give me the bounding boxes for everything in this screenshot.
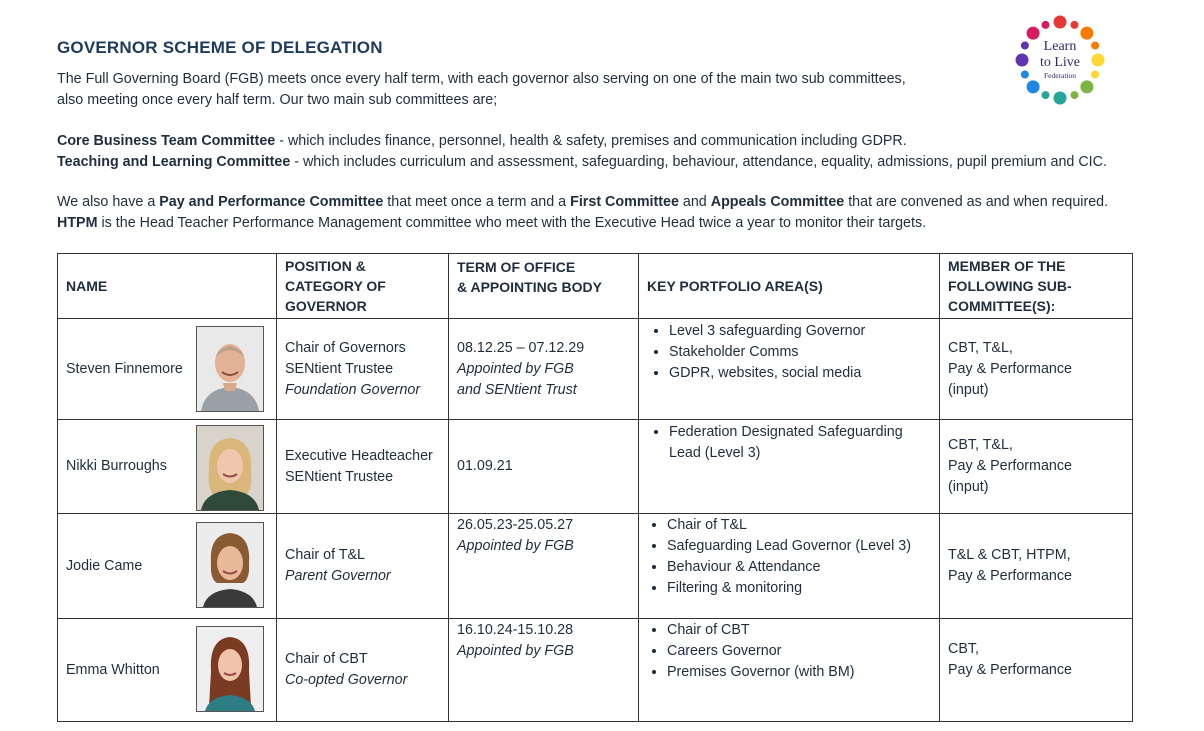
header-members bbox=[940, 254, 1133, 319]
intro-line: also meeting once every half term. Our two main sub committees are; bbox=[57, 92, 498, 108]
member-line: (input) bbox=[948, 381, 989, 398]
htpm-desc: is the Head Teacher Performance Management committee who meet with the Executive Head twice a year to monitor their targets. bbox=[97, 215, 927, 231]
position-line: SENtient Trustee bbox=[285, 360, 394, 377]
table-row bbox=[58, 619, 1133, 722]
header-line: GOVERNOR bbox=[285, 298, 367, 314]
intro-committees bbox=[57, 131, 1167, 173]
table-row bbox=[58, 319, 1133, 420]
list-item: • Premises Governor (with BM) bbox=[667, 662, 931, 683]
intro-paragraph-1 bbox=[57, 69, 1167, 111]
logo-bead bbox=[1092, 54, 1105, 67]
term-dates: 01.09.21 bbox=[457, 458, 513, 474]
portfolio-cell bbox=[639, 319, 940, 420]
position-cell bbox=[277, 514, 449, 619]
learn-to-live-logo bbox=[1012, 14, 1108, 106]
term-cell bbox=[449, 514, 639, 619]
member-line: CBT, bbox=[948, 641, 979, 657]
person-photo-icon bbox=[197, 523, 263, 607]
logo-bead bbox=[1042, 91, 1050, 99]
person-photo-icon bbox=[197, 426, 263, 510]
governor-name-cell bbox=[58, 420, 277, 514]
member-line: (input) bbox=[948, 479, 989, 495]
governor-name: Emma Whitton bbox=[66, 661, 160, 678]
htpm-line bbox=[57, 213, 1167, 234]
logo-bead bbox=[1054, 16, 1067, 29]
header-line: COMMITTEE(S): bbox=[948, 298, 1056, 314]
logo-bead bbox=[1091, 71, 1099, 79]
governor-category: Foundation Governor bbox=[285, 381, 421, 398]
term-dates: 26.05.23-25.05.27 bbox=[457, 517, 574, 533]
term-dates: 16.10.24-15.10.28 bbox=[457, 622, 574, 638]
header-line: MEMBER OF THE bbox=[948, 258, 1066, 274]
logo-bead bbox=[1071, 91, 1079, 99]
members-cell bbox=[940, 319, 1133, 420]
list-item: • Filtering & monitoring bbox=[667, 578, 931, 599]
members-cell bbox=[940, 619, 1133, 722]
portfolio-cell bbox=[639, 420, 940, 514]
position-line: Executive Headteacher bbox=[285, 447, 433, 464]
cbt-committee-desc: - which includes finance, personnel, health & safety, premises and communication including GDPR. bbox=[275, 133, 907, 149]
text-span: that meet once a term and a bbox=[383, 194, 571, 210]
position-cell bbox=[277, 319, 449, 420]
logo-bead bbox=[1021, 71, 1029, 79]
logo-bead bbox=[1080, 80, 1093, 93]
cbt-description bbox=[57, 131, 1167, 152]
table-row bbox=[58, 514, 1133, 619]
position-line: SENtient Trustee bbox=[285, 468, 394, 485]
logo-bead bbox=[1016, 54, 1029, 67]
member-line: Pay & Performance bbox=[948, 458, 1072, 474]
tl-description bbox=[57, 152, 1167, 173]
member-line: Pay & Performance bbox=[948, 360, 1072, 377]
pay-committee-name: Pay and Performance Committee bbox=[159, 194, 384, 210]
term-dates: 08.12.25 – 07.12.29 bbox=[457, 339, 585, 356]
appointing-body: Appointed by FGB bbox=[457, 360, 574, 377]
logo-text-line1: Learn bbox=[1043, 39, 1077, 54]
term-cell bbox=[449, 420, 639, 514]
governor-table bbox=[57, 253, 1133, 722]
governor-name: Jodie Came bbox=[66, 557, 143, 574]
htpm-name: HTPM bbox=[57, 215, 98, 231]
logo-bead bbox=[1054, 92, 1067, 105]
list-item: • Behaviour & Attendance bbox=[667, 557, 931, 578]
list-item: • GDPR, websites, social media bbox=[669, 363, 931, 384]
header-position bbox=[277, 254, 449, 319]
list-item: • Safeguarding Lead Governor (Level 3) bbox=[667, 536, 931, 557]
members-cell bbox=[940, 514, 1133, 619]
member-line: T&L & CBT, HTPM, bbox=[948, 547, 1071, 563]
position-line: Chair of Governors bbox=[285, 339, 406, 356]
logo-bead bbox=[1027, 27, 1040, 40]
appeals-committee-name: Appeals Committee bbox=[710, 194, 845, 210]
appointing-body: Appointed by FGB bbox=[457, 643, 574, 659]
person-photo-icon bbox=[197, 627, 263, 711]
portfolio-cell bbox=[639, 514, 940, 619]
list-item: • Careers Governor bbox=[667, 641, 931, 662]
governor-category: Co-opted Governor bbox=[285, 672, 408, 688]
list-item: • Chair of CBT bbox=[667, 620, 931, 641]
tl-committee-name: Teaching and Learning Committee bbox=[57, 154, 291, 170]
header-line: & APPOINTING BODY bbox=[457, 279, 602, 295]
logo-bead bbox=[1071, 21, 1079, 29]
list-item: • Federation Designated Safeguarding Lead (Level 3) bbox=[669, 422, 931, 464]
table-header-row bbox=[58, 254, 1133, 319]
text-span: We also have a bbox=[57, 194, 160, 210]
list-item: • Stakeholder Comms bbox=[669, 342, 931, 363]
header-line: FOLLOWING SUB- bbox=[948, 278, 1072, 294]
header-portfolio: KEY PORTFOLIO AREA(S) bbox=[639, 254, 940, 319]
header-line: TERM OF OFFICE bbox=[457, 259, 576, 275]
logo-text-line2: to Live bbox=[1039, 55, 1081, 70]
term-cell bbox=[449, 619, 639, 722]
first-committee-name: First Committee bbox=[570, 194, 679, 210]
logo-text-line3: Federation bbox=[1043, 71, 1077, 80]
position-line: Chair of T&L bbox=[285, 547, 365, 563]
intro-line: The Full Governing Board (FGB) meets once every half term, with each governor also serving on one of the main two sub committees, bbox=[57, 71, 906, 87]
logo-bead bbox=[1027, 80, 1040, 93]
other-committees-line bbox=[57, 192, 1167, 213]
member-line: CBT, T&L, bbox=[948, 339, 1013, 356]
appointing-body: Appointed by FGB bbox=[457, 538, 574, 554]
page-title: GOVERNOR SCHEME OF DELEGATION bbox=[57, 38, 383, 57]
text-span: and bbox=[678, 194, 711, 210]
person-photo-icon bbox=[197, 327, 263, 411]
governor-category: Parent Governor bbox=[285, 568, 391, 584]
header-line: CATEGORY OF bbox=[285, 278, 386, 294]
member-line: Pay & Performance bbox=[948, 662, 1072, 678]
logo-bead bbox=[1021, 42, 1029, 50]
text-span: that are convened as and when required. bbox=[844, 194, 1109, 210]
governor-name: Steven Finnemore bbox=[66, 360, 183, 377]
header-term bbox=[449, 254, 639, 319]
member-line: CBT, T&L, bbox=[948, 437, 1013, 453]
governor-photo bbox=[196, 425, 264, 511]
list-item: • Chair of T&L bbox=[667, 515, 931, 536]
governor-name-cell bbox=[58, 319, 277, 420]
position-line: Chair of CBT bbox=[285, 651, 368, 667]
appointing-body: and SENtient Trust bbox=[457, 381, 577, 398]
intro-other-committees bbox=[57, 192, 1167, 234]
table-row bbox=[58, 420, 1133, 514]
member-line: Pay & Performance bbox=[948, 568, 1072, 584]
portfolio-cell bbox=[639, 619, 940, 722]
cbt-committee-name: Core Business Team Committee bbox=[57, 133, 276, 149]
logo-bead bbox=[1080, 27, 1093, 40]
governor-photo bbox=[196, 326, 264, 412]
list-item: • Level 3 safeguarding Governor bbox=[669, 321, 931, 342]
tl-committee-desc: - which includes curriculum and assessment, safeguarding, behaviour, attendance, equality, admissions, pupil premium and CIC. bbox=[290, 154, 1107, 170]
members-cell bbox=[940, 420, 1133, 514]
governor-name-cell bbox=[58, 514, 277, 619]
term-cell bbox=[449, 319, 639, 420]
position-cell bbox=[277, 619, 449, 722]
logo-bead bbox=[1091, 42, 1099, 50]
governor-name-cell bbox=[58, 619, 277, 722]
governor-photo bbox=[196, 522, 264, 608]
governor-photo bbox=[196, 626, 264, 712]
header-line: POSITION & bbox=[285, 258, 366, 274]
governor-name: Nikki Burroughs bbox=[66, 458, 167, 474]
header-name: NAME bbox=[58, 254, 277, 319]
logo-bead bbox=[1042, 21, 1050, 29]
position-cell bbox=[277, 420, 449, 514]
